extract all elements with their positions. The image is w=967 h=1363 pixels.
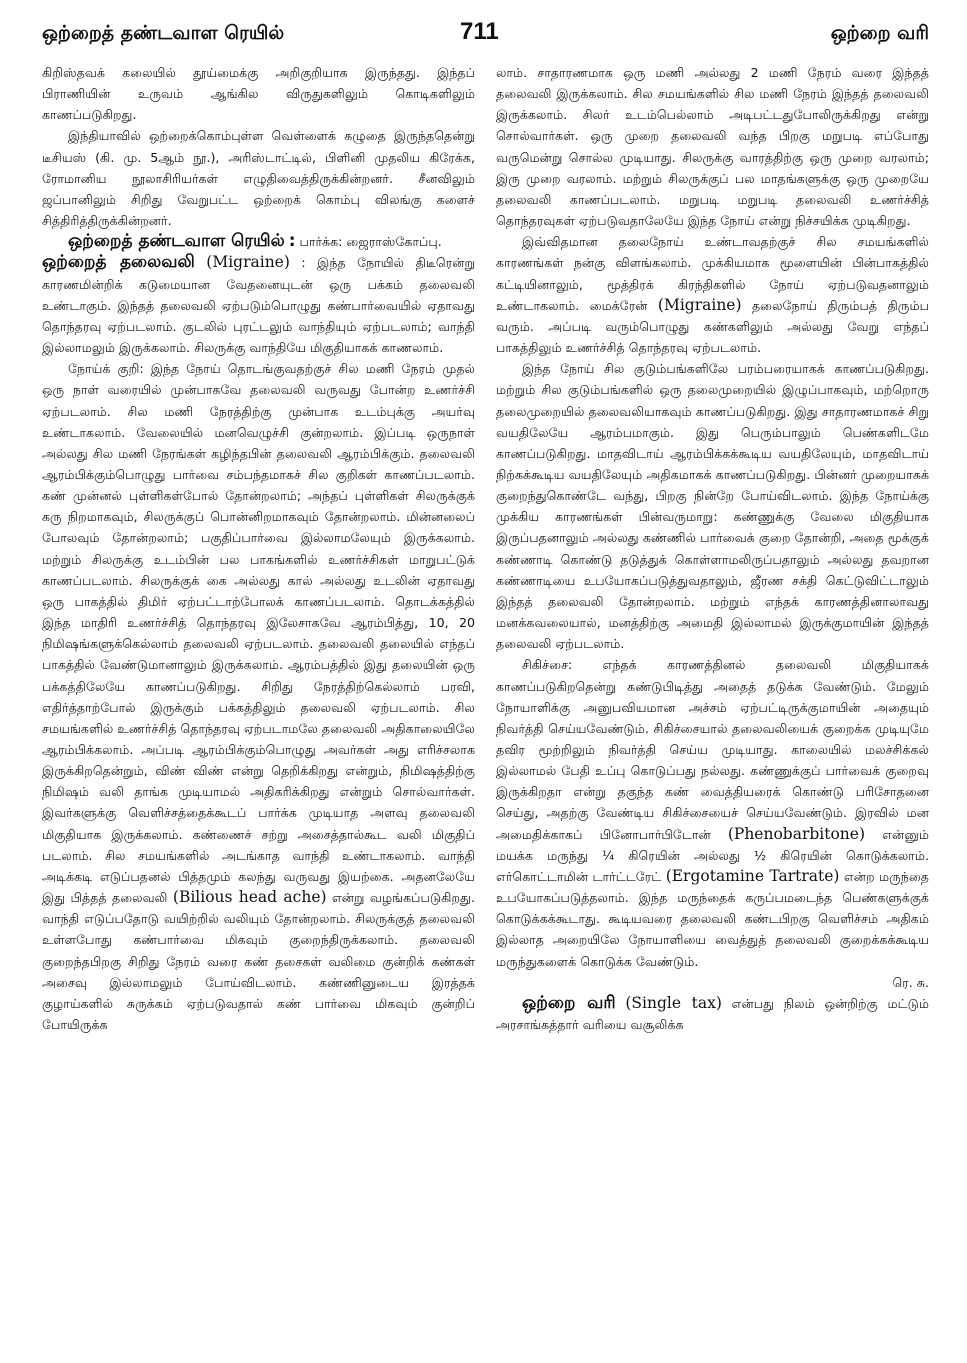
- entry-text: : இந்த நோயில் திடீரென்று காரணமின்றிக் கடுமையான வேதனையுடன் ஒரு பக்கம் தலைவலி உண்டாகும். இந்தத் தலைவலி ஏற்படும்பொழுது கண்பார்வையில் ஏதாவது தொந்தரவு ஏற்படலாம். குடலில் புரட்டலும் வாந்தியும் ஏற்படலாம்; வாந்தி இல்லாமலும் இருக்கலாம். சிலருக்கு வாந்தியே மிகுதியாகக் காணலாம்.: [42, 255, 475, 356]
- latin-term: (Phenobarbitone): [727, 824, 866, 843]
- paragraph-symptoms: [42, 358, 475, 1035]
- paragraph-text: என்னும் மயக்க மருந்து ¼ கிரெயின் அல்லது ½ கிரெயின் கொடுக்கலாம். எர்கொட்டாமின் டார்ட்டரேட்: [496, 826, 929, 884]
- paragraph-text: நோய்க் குறி: இந்த நோய் தொடங்குவதற்குச் சில மணி நேரம் முதல் ஒரு நாள் வரையில் முன்பாகவே தலைவலி வருவது போன்ற உணர்ச்சி ஏற்படலாம். சில மணி நேரத்திற்கு முன்பாக உடம்புக்கு அயர்வு உண்டாகலாம். வேலையில் மனவெழுச்சி குன்றலாம். இப்படி ஒருநாள் அல்லது சில மணி நேரங்கள் கழிந்தபின் தலைவலி ஆரம்பிக்கும். தலைவலி ஆரம்பிக்கும்பொழுது பார்வை சம்பந்தமாகச் சில குறிகள் காணப்படலாம். கண் முன்னல் புள்ளிகள்போல் தோன்றலாம்; அந்தப் புள்ளிகள் சிலருக்குக் கரு நிறமாகவும், சிலருக்குப் பொன்னிறமாகவும் தோன்றலாம். மின்னலைப் போலவும் தோன்றலாம்; பகுதிப்பார்வை இல்லாமலேயும் இருக்கலாம். மற்றும் சிலருக்கு உடம்பின் பல பாகங்களில் உணர்ச்சிகள் மாறுபட்டுக் காணப்படலாம். சிலருக்குக் கை அல்லது கால் அல்லது உடலின் ஏதாவது ஒரு பாகத்தில் திமிர் ஏற்பட்டாற்போலக் காணப்படலாம். தொடக்கத்தில் இந்த மாதிரி உணர்ச்சித் தொந்தரவு இலேசாகவே ஆரம்பித்து, 10, 20 நிமிஷங்களுக்கெல்லாம் தலைவலி ஏற்படலாம். தலைவலி தலையில் எந்தப் பாகத்தில் வேண்டுமானாலும் இருக்கலாம். ஆரம்பத்தில் இது தலையின் ஒரு பக்கத்திலேயே காணப்படுகிறது. சிறிது நேரத்திற்கெல்லாம் பரவி, எதிர்த்தாற்போல் இருக்கும் பக்கத்திலும் தலைவலி ஏற்படலாம். சில சமயங்களில் உணர்ச்சித் தொந்தரவு ஏற்படாமலே தலைவலி அதிகாலையிலே ஆரம்பிக்கலாம். அப்படி ஆரம்பிக்கும்பொழுது அவர்கள் அது எரிச்சலாக இருக்கிறதென்றும், விண் விண் என்று தெறிக்கிறது என்றும், நிமிஷத்திற்கு நிமிஷம் வலி தாங்க முடியாமல் அதிகரிக்கிறது என்றும் சொல்வார்கள். இவர்களுக்கு வெளிச்சத்தைக்கூடப் பார்க்க முடியாத அளவு தலைவலி மிகுதியாக இருக்கலாம். கண்ணைச் சற்று அசைத்தால்கூட வலி மிகுதிப் படலாம். சில சமயங்களில் அடங்காத வாந்தி உண்டாகலாம். வாந்தி அடிக்கடி எடுப்பதனல் பித்தமும் கலந்து வருவது இயற்கை. அதனலேயே இது பித்தத் தலைவலி: [42, 361, 475, 906]
- left-column: [42, 62, 475, 1035]
- page-header: [42, 18, 929, 48]
- entry-separator: :: [288, 231, 296, 252]
- paragraph: இந்தியாவில் ஒற்றைக்கொம்புள்ள வெள்ளைக் கழுதை இருந்ததென்று டீசியஸ் (கி. மு. 5ஆம் நூ.), அரிஸ்டாட்டில், பிளினி முதலிய கிரேக்க, ரோமானிய நூலாசிரியர்கள் எழுதிவைத்திருக்கின்றனர். சீனவிலும் ஜப்பானிலும் சிறிது வேறுபட்ட ஒற்றைக் கொம்பு விலங்கு களைச் சித்திரித்திருக்கின்றனர்.: [42, 128, 475, 229]
- running-head-left: ஒற்றைத் தண்டவாள ரெயில்: [42, 22, 285, 44]
- entry-text: என்பது நிலம் ஒன்றிற்கு மட்டும் அரசாங்கத்தார் வரியை வசூலிக்க: [496, 995, 929, 1033]
- paragraph-text: தலைநோய் திரும்பத் திரும்ப வரும். அப்படி வரும்பொழுது கண்களிலும் அல்லது வேறு எந்தப் பாகத்திலும் உணர்ச்சித் தொந்தரவு ஏற்படலாம்.: [496, 297, 929, 356]
- paragraph: கிறிஸ்தவக் கலையில் தூய்மைக்கு அறிகுறியாக இருந்தது. இந்தப் பிராணியின் உருவம் ஆங்கில விருதுகளிலும் கொடிகளிலும் காணப்படுகிறது.: [42, 65, 475, 123]
- paragraph-causes: [496, 231, 929, 358]
- latin-term: (Migraine): [657, 295, 742, 314]
- entry-headword: ஒற்றை வரி: [522, 992, 616, 1013]
- entry-headword: ஒற்றைத் தலைவலி: [42, 252, 195, 273]
- running-head-right: ஒற்றை வரி: [830, 22, 929, 44]
- paragraph-treatment: [496, 654, 929, 993]
- latin-term: (Ergotamine Tartrate): [665, 866, 840, 885]
- latin-term: (Migraine): [206, 253, 290, 272]
- two-column-body: [42, 62, 929, 1035]
- paragraph: லாம். சாதாரணமாக ஒரு மணி அல்லது 2 மணி நேரம் வரை இந்தத் தலைவலி இருக்கலாம். சில சமயங்களில் சில மணி நேரம் இந்தத் தலைவலி இருக்கலாம். சிலர் உடம்பெல்லாம் அடிபட்டதுபோலிருக்கிறது என்று சொல்வார்கள். ஒரு முறை தலைவலி வந்த பிறகு மறுபடி எப்போது வருமென்று சொல்ல முடியாது. சிலருக்கு வாரத்திற்கு ஒரு முறை வரலாம்; இரு முறை வரலாம். மற்றும் சிலருக்குப் பல மாதங்களுக்கு ஒரு முறையே தலைவலி காணப்படலாம். மறுபடி மறுபடி தலைவலி உணர்ச்சித் தொந்தரவுகள் ஏற்படுவதாலேயே இந்த நோய் என்று நிச்சயிக்க முடிகிறது.: [496, 65, 929, 229]
- paragraph-text: என்ற மருந்தை உபயோகப்படுத்தலாம். இந்த மருந்தைக் கருப்பமடைந்த பெண்களுக்குக் கொடுக்கக்கூடாது. கூடியவரை தலைவலி கண்டபிறகு வெளிச்சம் அதிகம் இல்லாத அறையிலே நோயாளியை வைத்துத் தலைவலி குறைக்கக்கூடிய மருந்துகளைக் கொடுக்க வேண்டும்.: [496, 868, 929, 969]
- paragraph-text: இவ்விதமான தலைநோய் உண்டாவதற்குச் சில சமயங்களில் காரணங்கள் நன்கு விளங்கலாம். முக்கியமாக மூளையின் பின்பாகத்தில் கட்டியினாலும், மூத்திரக் கிரந்திகளில் நோய் ஏற்படுவதனாலும் உண்டாகலாம். மைக்ரேன்: [496, 234, 929, 313]
- paragraph-text: என்று வழங்கப்படுகிறது. வாந்தி எடுப்பதோடு வயிற்றில் வலியும் தோன்றலாம். சிலருக்குத் தலைவலி உள்ளபோது கண்பார்வை மிகவும் குறைந்திருக்கலாம். தலைவலி குறைந்தபிறகு சிறிது நேரம் வரை கண் தசைகள் வலிமை குன்றிக் கண்கள் அசைவு இல்லாமலும் போய்விடலாம். கண்ணினுடைய இரத்தக் குழாய்களில் சுருக்கம் ஏற்படுவதால் கண் பார்வை மிகவும் குன்றிப் போயிருக்க: [42, 890, 475, 1033]
- entry-monorail: [42, 231, 475, 252]
- paragraph: இந்த நோய் சில குடும்பங்களிலே பரம்பரையாகக் காணப்படுகிறது. மற்றும் சில குடும்பங்களில் ஒரு தலைமுறையில் இழுப்பாகவும், மற்றொரு தலைமுறையில் தலைவலியாகவும் காணப்படுகிறது. இது சாதாரணமாகச் சிறு வயதிலேயே ஆரம்பமாகும். இது பெரும்பாலும் பெண்களிடமே காணப்படுகிறது. மாதவிடாய் ஆரம்பிக்கக்கூடிய வயதிலேயும், மாதவிடாய் நிற்கக்கூடிய வயதிலேயும் அதிகமாகக் காணப்படுகிறது. பின்னர் முறையாகக் குறைந்துகொண்டே வந்து, பிறகு நின்றே போய்விடலாம். இந்த நோய்க்கு முக்கிய காரணங்கள் பின்வருமாறு: கண்ணுக்கு வேலை மிகுதியாக இருப்பதனாலும் அல்லது கண்ணில் பார்வைக் குறை தோன்றி, அதை மூக்குக் கண்ணாடி கொண்டு தடுத்துக் கொள்ளாமலிருப்பதாலும் அல்லது தவறான கண்ணாடியை உபயோகப்படுத்துவதாலும், ஜீரண சக்தி கெட்டுவிட்டாலும் இந்தத் தலைவலி தோன்றலாம். மற்றும் எந்தக் காரணத்தினாலாவது மனக்கவலையால், மனத்திற்கு அமைதி இல்லாமல் இருக்குமாயின் இந்தத் தலைவலி ஏற்படலாம்.: [496, 361, 929, 652]
- latin-term: (Single tax): [625, 993, 722, 1012]
- entry-migraine: [42, 252, 475, 358]
- right-column: [496, 62, 929, 1035]
- page-number: 711: [460, 18, 499, 45]
- latin-term: (Bilious head ache): [172, 888, 327, 907]
- author-signature: ரெ. சு.: [892, 974, 929, 990]
- entry-text: பார்க்க: ஜைராஸ்கோப்பு.: [299, 234, 442, 250]
- entry-headword: ஒற்றைத் தண்டவாள ரெயில்: [68, 231, 285, 252]
- paragraph-text: சிகிச்சை: எந்தக் காரணத்தினல் தலைவலி மிகுதியாகக் காணப்படுகிறதென்று கண்டுபிடித்து அதைத் தடுக்க வேண்டும். மேலும் நோயாளிக்கு அனுபவியமான அச்சம் ஏற்பட்டிருக்குமாயின் அதையும் நிவர்த்தி செய்யவேண்டும். சிகிச்சையால் தலைவலியைக் குறைக்க முடியுமே தவிர மூற்றிலும் நிவர்த்தி செய்ய முடியாது. காலையில் மலச்சிக்கல் இல்லாமல் பேதி உப்பு கொடுப்பது நல்லது. கண்ணுக்குப் பார்வைக் குறைவு இருக்கிறதா என்று தகுந்த கண் வைத்தியரைக் கொண்டு பரிசோதனை செய்து, அதற்கு வேண்டிய சிகிச்சையைச் செய்யவேண்டும். இரவில் மன அமைதிக்காகப் பினோபார்பிடோன்: [496, 657, 929, 842]
- entry-single-tax: [496, 993, 929, 1035]
